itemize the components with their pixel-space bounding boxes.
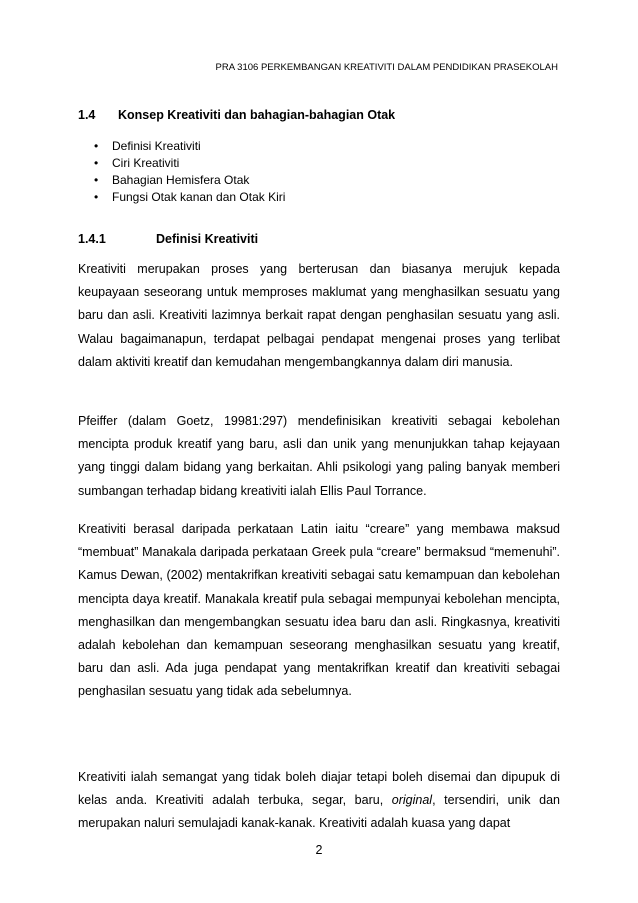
subsection-number: 1.4.1 — [78, 232, 106, 246]
list-item: • Fungsi Otak kanan dan Otak Kiri — [94, 190, 286, 204]
section-heading — [78, 108, 395, 122]
subsection-title: Definisi Kreativiti — [156, 232, 259, 246]
section-title: Konsep Kreativiti dan bahagian-bahagian Otak — [118, 108, 396, 122]
paragraph: Pfeiffer (dalam Goetz, 19981:297) mendefinisikan kreativiti sebagai kebolehan mencipta produk kreatif yang baru, asli dan unik yang menunjukkan tahap kejayaan yang tinggi dalam bidang yang berkaitan. Ahli psikologi yang paling banyak memberi sumbangan terhadap bidang kreativiti ialah Ellis Paul Torrance. — [78, 414, 560, 498]
bullet-icon: • — [94, 173, 99, 187]
section-number: 1.4 — [78, 108, 96, 122]
bullet-icon: • — [94, 139, 99, 153]
subsection-heading — [78, 232, 258, 246]
paragraph: Kreativiti berasal daripada perkataan Latin iaitu “creare” yang membawa maksud “membuat” Manakala daripada perkataan Greek pula “creare” bermaksud “memenuhi”. Kamus Dewan, (2002) mentakrifkan kreativiti sebagai satu kemampuan dan kebolehan mencipta daya kreatif. Manakala kreatif pula sebagai mempunyai kebolehan mencipta, menghasilkan dan mengembangkan sesuatu idea baru dan asli. Ringkasnya, kreativiti adalah kebolehan dan kemampuan seseorang menghasilkan sesuatu yang kreatif, baru dan asli. Ada juga pendapat yang mentakrifkan kreatif dan kreativiti sebagai penghasilan sesuatu yang tidak ada sebelumnya. — [78, 522, 560, 699]
list-item: • Ciri Kreativiti — [94, 156, 180, 170]
list-item: • Definisi Kreativiti — [94, 139, 201, 153]
emphasis: original — [391, 793, 433, 808]
paragraph: Kreativiti merupakan proses yang berterusan dan biasanya merujuk kepada keupayaan seseorang untuk memproses maklumat yang menghasilkan sesuatu yang baru dan asli. Kreativiti lazimnya berkait rapat dengan penghasilan sesuatu yang asli. Walau bagaimanapun, terdapat pelbagai pendapat mengenai proses yang terlibat dalam aktiviti kreatif dan kemudahan mengembangkannya dalam diri manusia. — [78, 262, 560, 369]
paragraph: Kreativiti ialah semangat yang tidak boleh diajar tetapi boleh disemai dan dipupuk di kelas anda. Kreativiti adalah terbuka, segar, baru, original, tersendiri, unik dan merupakan naluri semulajadi kanak-kanak. Kreativiti adalah kuasa yang dapat — [78, 770, 561, 831]
bullet-icon: • — [94, 190, 99, 204]
list-item: • Bahagian Hemisfera Otak — [94, 173, 250, 187]
running-header: PRA 3106 PERKEMBANGAN KREATIVITI DALAM PENDIDIKAN PRASEKOLAH — [215, 62, 558, 73]
page-number: 2 — [315, 843, 323, 857]
bullet-icon: • — [94, 156, 99, 170]
topic-list — [94, 138, 285, 206]
